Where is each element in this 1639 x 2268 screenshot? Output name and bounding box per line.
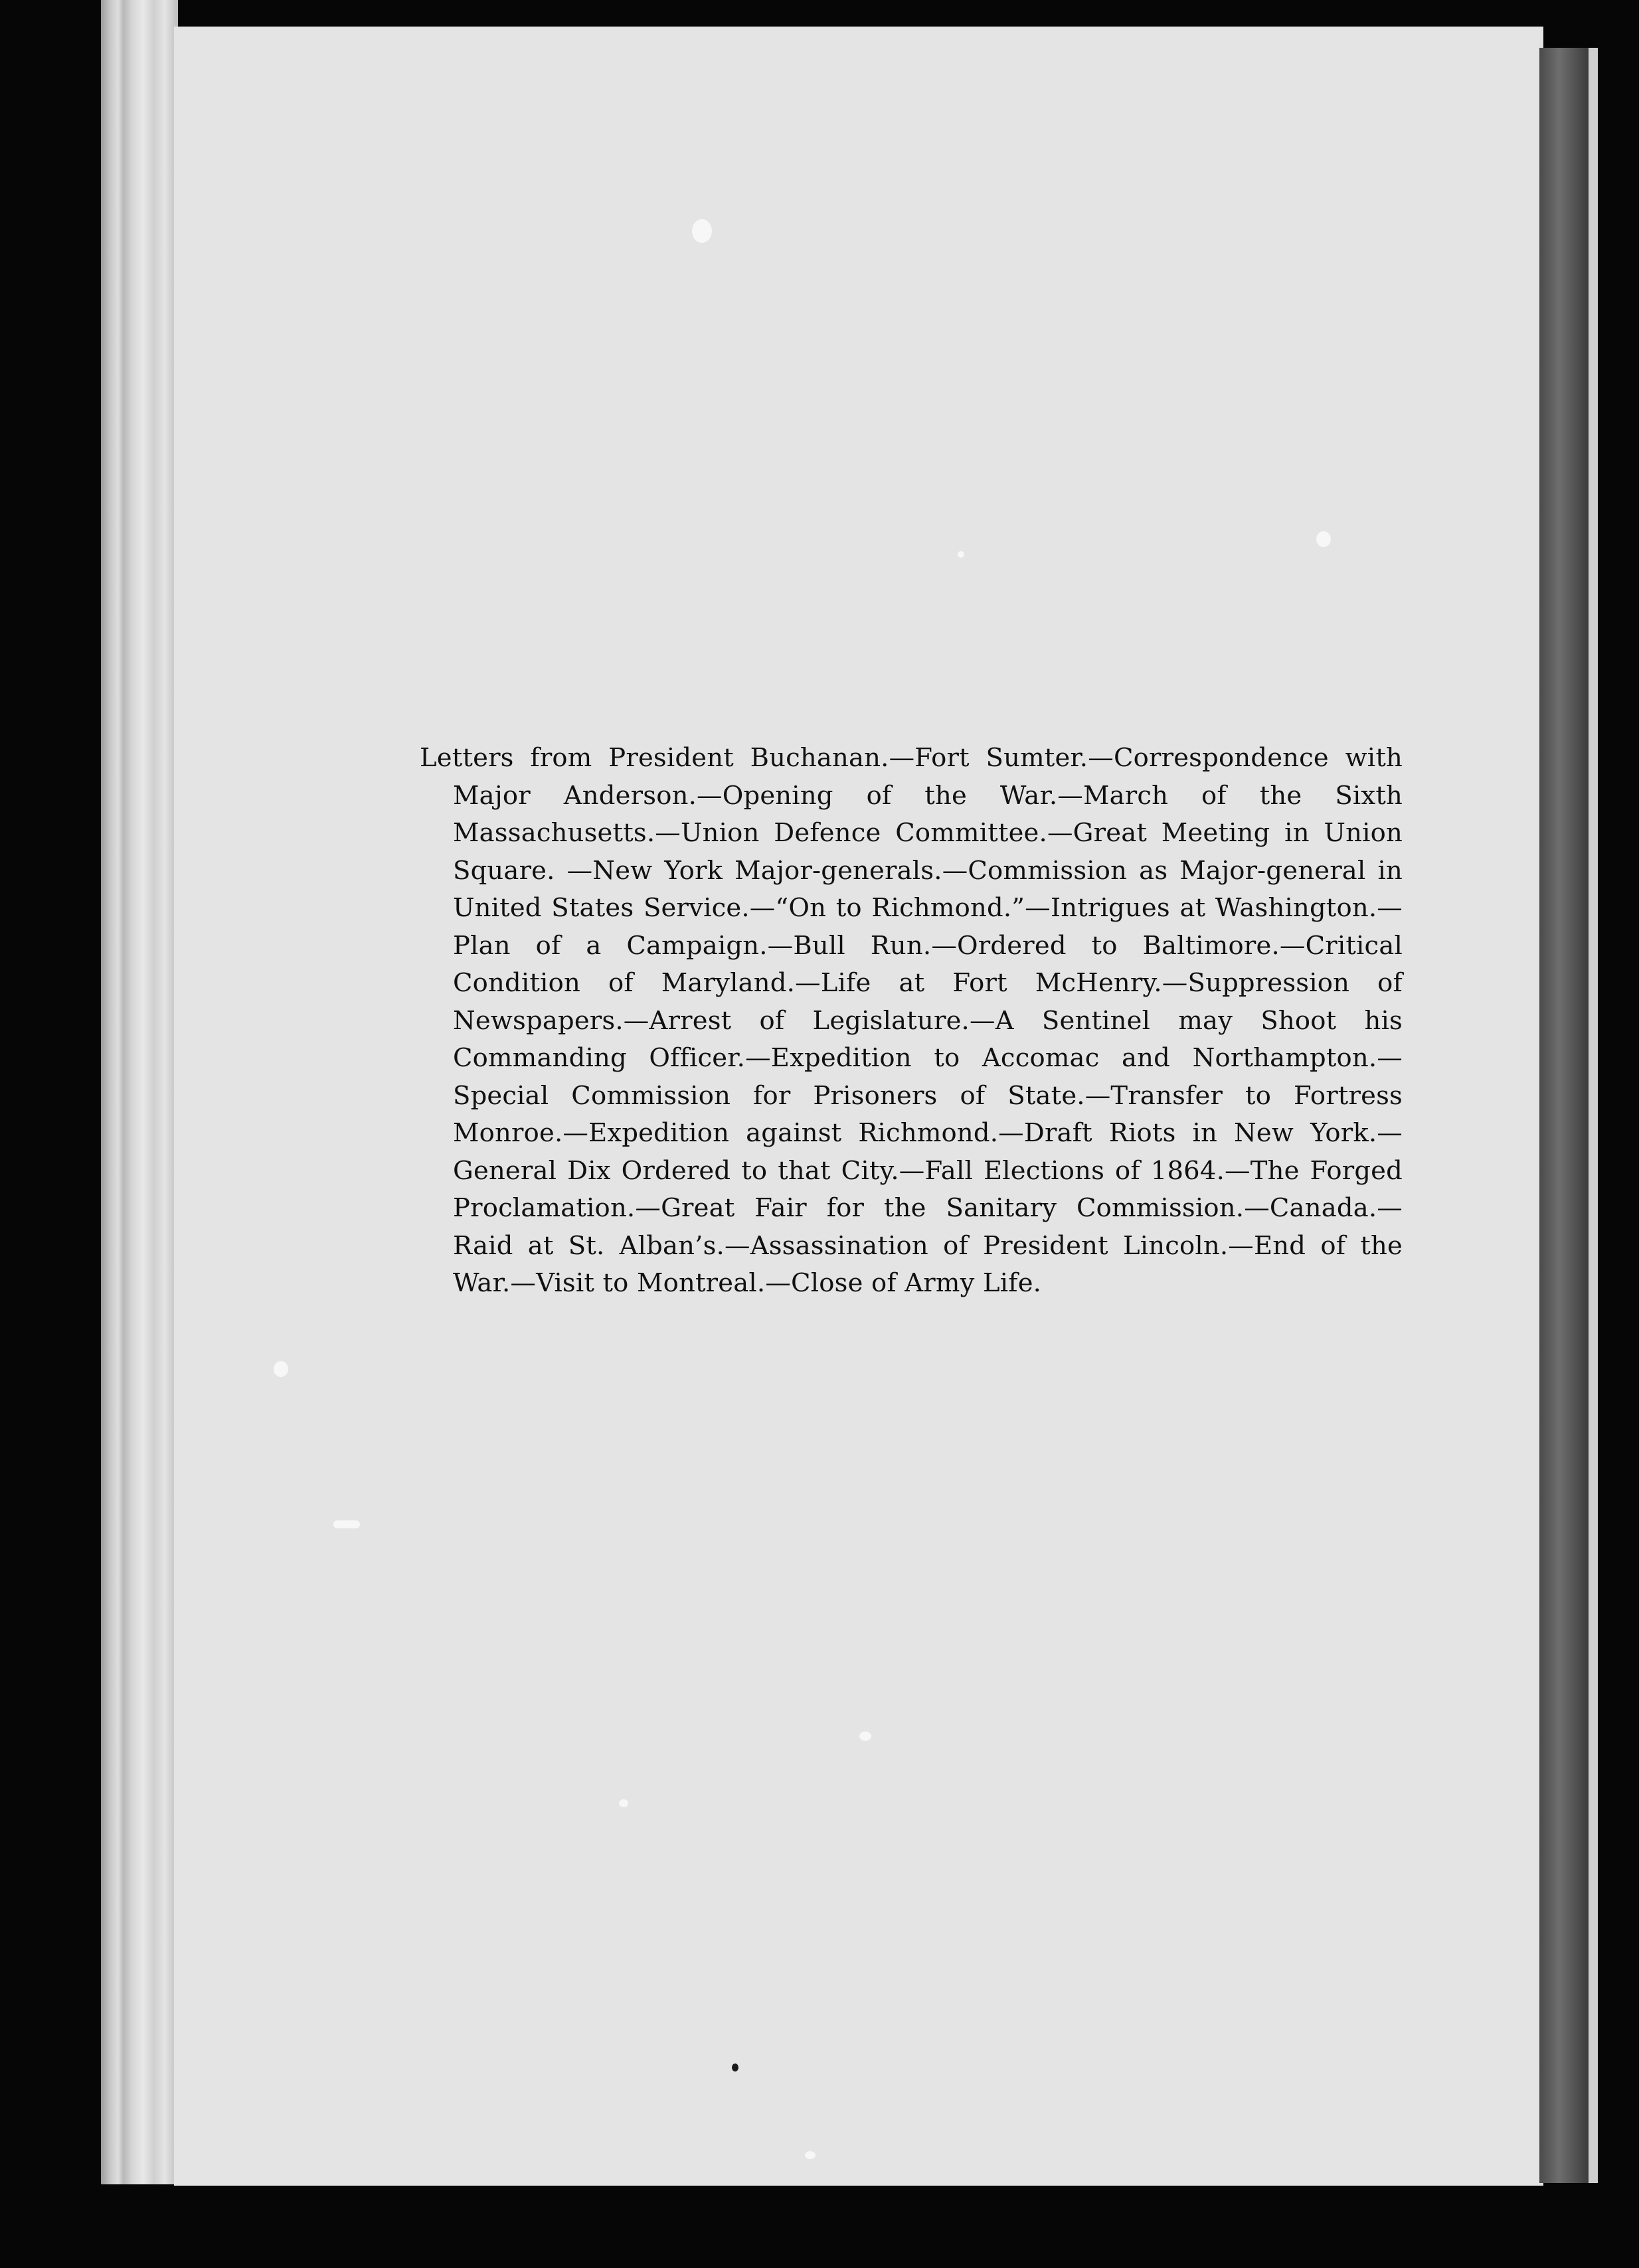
ink-dot bbox=[732, 2064, 738, 2071]
paper-speck bbox=[958, 551, 964, 558]
paper-speck bbox=[692, 219, 712, 243]
contents-paragraph: Letters from President Buchanan.—Fort Sumter.—Correspondence with Major Anderson.—Opening of the War.—March of the Sixth Massachusetts.—Union Defence Committee.—Great Meeting in Union Square. —New York Major-generals.—Commission as Major-general in United States Service.—“On to Richmond.”—Intrigues at Washington.—Plan of a Campaign.—Bull Run.—Ordered to Baltimore.—Critical Condition of Maryland.—Life at Fort McHenry.—Suppression of Newspapers.—Arrest of Legislature.—A Sentinel may Shoot his Commanding Officer.—Expedition to Accomac and Northampton.—Special Commission for Prisoners of State.—Transfer to Fortress Monroe.—Expedition against Richmond.—Draft Riots in New York.—General Dix Ordered to that City.—Fall Elections of 1864.—The Forged Proclamation.—Great Fair for the Sanitary Commission.—Canada.—Raid at St. Alban’s.—Assassination of President Lincoln.—End of the War.—Visit to Montreal.—Close of Army Life. bbox=[420, 743, 1403, 1298]
page-edge-shadow bbox=[1539, 48, 1589, 2183]
paper-speck bbox=[619, 1799, 628, 1807]
paper-speck bbox=[274, 1361, 288, 1377]
page-edge bbox=[1589, 48, 1598, 2183]
book-spine bbox=[101, 0, 178, 2184]
paper-speck bbox=[1316, 531, 1331, 547]
paper-speck bbox=[859, 1732, 871, 1741]
paper-speck bbox=[805, 2151, 816, 2159]
paper-speck bbox=[333, 1520, 360, 1528]
